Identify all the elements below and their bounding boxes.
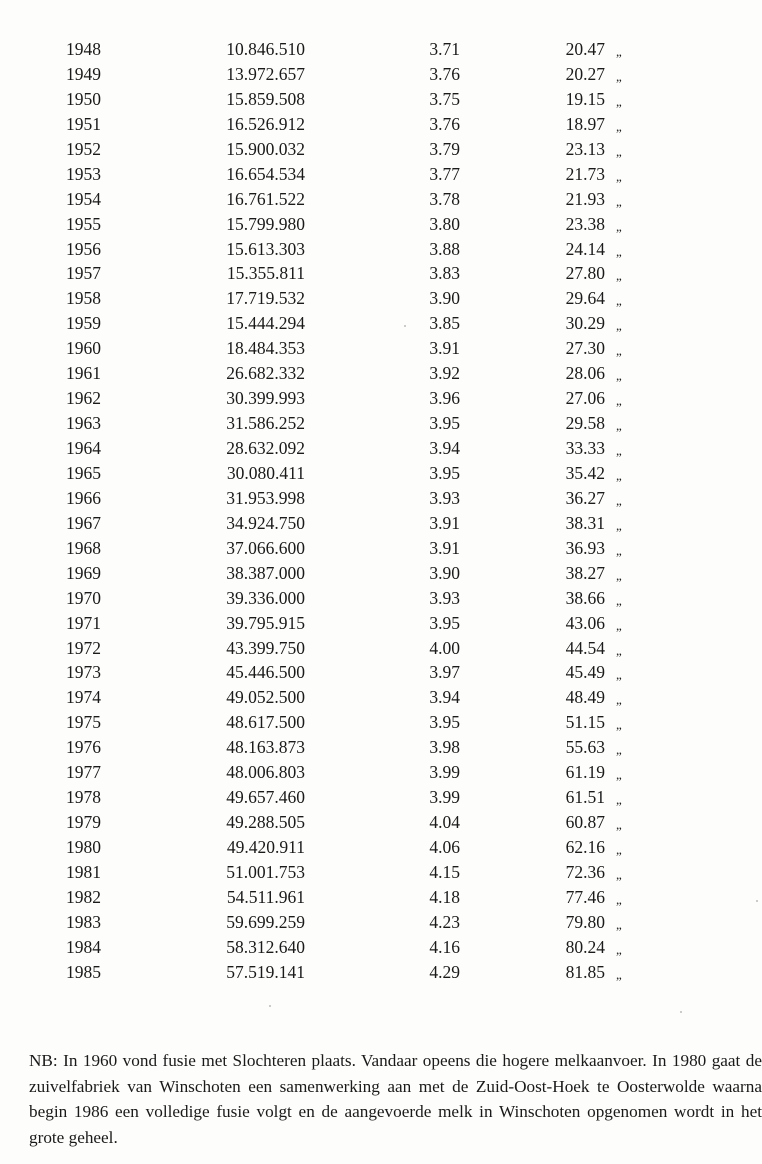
- milk-supply-table: [0, 37, 762, 985]
- year-cell: 1958: [66, 288, 101, 309]
- milk-supply-cell: 39.795.915: [226, 612, 305, 633]
- fat-percentage-cell: 3.88: [429, 238, 460, 259]
- price-cell: 55.63: [565, 737, 605, 758]
- ditto-mark: „: [616, 218, 622, 234]
- ditto-mark: „: [616, 517, 622, 533]
- table-row: [0, 785, 762, 810]
- price-cell: 19.15: [565, 88, 605, 109]
- milk-supply-cell: 31.953.998: [226, 487, 305, 508]
- milk-supply-cell: 37.066.600: [226, 537, 305, 558]
- price-cell: 28.06: [565, 363, 605, 384]
- ditto-mark: „: [616, 592, 622, 608]
- year-cell: 1948: [66, 39, 101, 59]
- ditto-mark: „: [616, 817, 622, 833]
- fat-percentage-cell: 3.97: [429, 662, 460, 683]
- ditto-mark: „: [616, 866, 622, 882]
- milk-supply-cell: 57.519.141: [226, 961, 305, 982]
- year-cell: 1959: [66, 313, 101, 334]
- year-cell: 1952: [66, 138, 101, 159]
- milk-supply-cell: 51.001.753: [226, 861, 305, 882]
- paper-speck: [269, 1005, 271, 1007]
- fat-percentage-cell: 3.93: [429, 487, 460, 508]
- price-cell: 36.27: [565, 487, 605, 508]
- fat-percentage-cell: 3.79: [429, 138, 460, 159]
- fat-percentage-cell: 4.04: [429, 812, 460, 833]
- ditto-mark: „: [616, 44, 622, 59]
- fat-percentage-cell: 3.93: [429, 587, 460, 608]
- ditto-mark: „: [616, 642, 622, 658]
- price-cell: 77.46: [565, 886, 605, 907]
- table-row: [0, 611, 762, 636]
- year-cell: 1962: [66, 388, 101, 409]
- fat-percentage-cell: 3.98: [429, 737, 460, 758]
- milk-supply-cell: 43.399.750: [226, 637, 305, 658]
- table-row: [0, 286, 762, 311]
- table-row: [0, 885, 762, 910]
- table-row: [0, 636, 762, 661]
- milk-supply-cell: 15.799.980: [226, 213, 305, 234]
- fat-percentage-cell: 4.18: [429, 886, 460, 907]
- year-cell: 1977: [66, 762, 101, 783]
- price-cell: 38.27: [565, 562, 605, 583]
- milk-supply-cell: 49.052.500: [226, 687, 305, 708]
- ditto-mark: „: [616, 767, 622, 783]
- table-row: [0, 237, 762, 262]
- table-row: [0, 62, 762, 87]
- price-cell: 20.47: [565, 39, 605, 59]
- table-row: [0, 810, 762, 835]
- fat-percentage-cell: 3.77: [429, 163, 460, 184]
- table-row: [0, 311, 762, 336]
- ditto-mark: „: [616, 293, 622, 309]
- fat-percentage-cell: 3.90: [429, 288, 460, 309]
- milk-supply-cell: 49.288.505: [226, 812, 305, 833]
- fat-percentage-cell: 3.83: [429, 263, 460, 284]
- ditto-mark: „: [616, 343, 622, 359]
- ditto-mark: „: [616, 941, 622, 957]
- milk-supply-cell: 45.446.500: [226, 662, 305, 683]
- year-cell: 1972: [66, 637, 101, 658]
- table-row: [0, 710, 762, 735]
- year-cell: 1984: [66, 936, 101, 957]
- ditto-mark: „: [616, 667, 622, 683]
- table-row: [0, 411, 762, 436]
- milk-supply-cell: 58.312.640: [226, 936, 305, 957]
- year-cell: 1957: [66, 263, 101, 284]
- table-row: [0, 336, 762, 361]
- table-row: [0, 112, 762, 137]
- fat-percentage-cell: 3.95: [429, 712, 460, 733]
- price-cell: 61.19: [565, 762, 605, 783]
- milk-supply-cell: 15.444.294: [226, 313, 305, 334]
- fat-percentage-cell: 3.75: [429, 88, 460, 109]
- footnote: NB: In 1960 vond fusie met Slochteren plaats. Vandaar opeens die hogere melkaanvoer. In 1980 gaat de zuivelfabriek van Winschoten een samenwerking aan met de Zuid-Oost-Hoek te Oosterwolde waarna begin 1986 een volledige fusie volgt en de aangevoerde melk in Winschoten opgenomen wordt in het grote geheel.: [29, 1051, 762, 1147]
- year-cell: 1965: [66, 462, 101, 483]
- year-cell: 1954: [66, 188, 101, 209]
- fat-percentage-cell: 3.99: [429, 762, 460, 783]
- paper-speck: [680, 1011, 682, 1013]
- milk-supply-cell: 16.761.522: [226, 188, 305, 209]
- price-cell: 61.51: [565, 787, 605, 808]
- table-row: [0, 685, 762, 710]
- ditto-mark: „: [616, 717, 622, 733]
- ditto-mark: „: [616, 617, 622, 633]
- price-cell: 18.97: [565, 113, 605, 134]
- milk-supply-cell: 31.586.252: [226, 413, 305, 434]
- year-cell: 1982: [66, 886, 101, 907]
- fat-percentage-cell: 3.90: [429, 562, 460, 583]
- fat-percentage-cell: 3.78: [429, 188, 460, 209]
- milk-supply-cell: 13.972.657: [226, 63, 305, 84]
- price-cell: 27.30: [565, 338, 605, 359]
- table-row: [0, 660, 762, 685]
- milk-supply-cell: 59.699.259: [226, 911, 305, 932]
- fat-percentage-cell: 3.94: [429, 438, 460, 458]
- year-cell: 1966: [66, 487, 101, 508]
- price-cell: 38.66: [565, 587, 605, 608]
- fat-percentage-cell: 3.80: [429, 213, 460, 234]
- milk-supply-cell: 48.163.873: [226, 737, 305, 758]
- ditto-mark: „: [616, 318, 622, 334]
- price-cell: 38.31: [565, 512, 605, 533]
- fat-percentage-cell: 3.95: [429, 612, 460, 633]
- milk-supply-cell: 15.859.508: [226, 88, 305, 109]
- milk-supply-cell: 18.484.353: [226, 338, 305, 359]
- fat-percentage-cell: 3.71: [429, 39, 460, 59]
- year-cell: 1964: [66, 438, 101, 458]
- milk-supply-cell: 48.617.500: [226, 712, 305, 733]
- year-cell: 1976: [66, 737, 101, 758]
- ditto-mark: „: [616, 418, 622, 434]
- table-row: [0, 436, 762, 461]
- table-row: [0, 561, 762, 586]
- fat-percentage-cell: 3.91: [429, 537, 460, 558]
- ditto-mark: „: [616, 692, 622, 708]
- milk-supply-cell: 38.387.000: [226, 562, 305, 583]
- price-cell: 44.54: [565, 637, 605, 658]
- fat-percentage-cell: 4.06: [429, 837, 460, 857]
- table-row: [0, 586, 762, 611]
- ditto-mark: „: [616, 268, 622, 284]
- fat-percentage-cell: 3.91: [429, 512, 460, 533]
- ditto-mark: „: [616, 842, 622, 857]
- milk-supply-cell: 26.682.332: [226, 363, 305, 384]
- table-row: [0, 835, 762, 860]
- ditto-mark: „: [616, 68, 622, 84]
- fat-percentage-cell: 4.15: [429, 861, 460, 882]
- price-cell: 20.27: [565, 63, 605, 84]
- year-cell: 1960: [66, 338, 101, 359]
- year-cell: 1955: [66, 213, 101, 234]
- year-cell: 1963: [66, 413, 101, 434]
- fat-percentage-cell: 3.85: [429, 313, 460, 334]
- milk-supply-cell: 48.006.803: [226, 762, 305, 783]
- table-row: [0, 511, 762, 536]
- table-row: [0, 37, 762, 62]
- price-cell: 51.15: [565, 712, 605, 733]
- price-cell: 30.29: [565, 313, 605, 334]
- ditto-mark: „: [616, 567, 622, 583]
- milk-supply-cell: 16.526.912: [226, 113, 305, 134]
- price-cell: 80.24: [565, 936, 605, 957]
- price-cell: 21.93: [565, 188, 605, 209]
- price-cell: 29.58: [565, 413, 605, 434]
- ditto-mark: „: [616, 467, 622, 483]
- milk-supply-cell: 16.654.534: [226, 163, 305, 184]
- year-cell: 1974: [66, 687, 101, 708]
- table-row: [0, 461, 762, 486]
- table-row: [0, 386, 762, 411]
- milk-supply-cell: 39.336.000: [226, 587, 305, 608]
- ditto-mark: „: [616, 168, 622, 184]
- price-cell: 62.16: [565, 837, 605, 857]
- year-cell: 1980: [66, 837, 101, 857]
- fat-percentage-cell: 3.76: [429, 113, 460, 134]
- price-cell: 21.73: [565, 163, 605, 184]
- year-cell: 1950: [66, 88, 101, 109]
- ditto-mark: „: [616, 368, 622, 384]
- ditto-mark: „: [616, 243, 622, 259]
- price-cell: 23.38: [565, 213, 605, 234]
- table-row: [0, 960, 762, 985]
- fat-percentage-cell: 3.76: [429, 63, 460, 84]
- price-cell: 23.13: [565, 138, 605, 159]
- fat-percentage-cell: 3.96: [429, 388, 460, 409]
- table-row: [0, 162, 762, 187]
- milk-supply-cell: 10.846.510: [226, 39, 305, 59]
- price-cell: 43.06: [565, 612, 605, 633]
- milk-supply-cell: 49.657.460: [226, 787, 305, 808]
- table-row: [0, 361, 762, 386]
- year-cell: 1973: [66, 662, 101, 683]
- price-cell: 45.49: [565, 662, 605, 683]
- ditto-mark: „: [616, 118, 622, 134]
- price-cell: 79.80: [565, 911, 605, 932]
- milk-supply-cell: 54.511.961: [226, 886, 305, 907]
- paper-speck: [404, 325, 406, 327]
- year-cell: 1956: [66, 238, 101, 259]
- year-cell: 1971: [66, 612, 101, 633]
- ditto-mark: „: [616, 792, 622, 808]
- paper-speck: [756, 900, 758, 902]
- table-row: [0, 860, 762, 885]
- year-cell: 1961: [66, 363, 101, 384]
- table-row: [0, 261, 762, 286]
- milk-supply-cell: 28.632.092: [226, 438, 305, 458]
- ditto-mark: „: [616, 916, 622, 932]
- price-cell: 24.14: [565, 238, 605, 259]
- fat-percentage-cell: 4.00: [429, 637, 460, 658]
- table-row: [0, 87, 762, 112]
- price-cell: 48.49: [565, 687, 605, 708]
- year-cell: 1983: [66, 911, 101, 932]
- price-cell: 60.87: [565, 812, 605, 833]
- price-cell: 72.36: [565, 861, 605, 882]
- price-cell: 36.93: [565, 537, 605, 558]
- ditto-mark: „: [616, 492, 622, 508]
- year-cell: 1978: [66, 787, 101, 808]
- fat-percentage-cell: 4.23: [429, 911, 460, 932]
- year-cell: 1975: [66, 712, 101, 733]
- fat-percentage-cell: 3.91: [429, 338, 460, 359]
- year-cell: 1970: [66, 587, 101, 608]
- price-cell: 33.33: [565, 438, 605, 458]
- table-row: [0, 137, 762, 162]
- fat-percentage-cell: 3.99: [429, 787, 460, 808]
- milk-supply-cell: 15.355.811: [226, 263, 305, 284]
- fat-percentage-cell: 4.16: [429, 936, 460, 957]
- price-cell: 29.64: [565, 288, 605, 309]
- year-cell: 1949: [66, 63, 101, 84]
- ditto-mark: „: [616, 393, 622, 409]
- fat-percentage-cell: 3.92: [429, 363, 460, 384]
- milk-supply-cell: 34.924.750: [226, 512, 305, 533]
- ditto-mark: „: [616, 966, 622, 982]
- ditto-mark: „: [616, 742, 622, 758]
- year-cell: 1979: [66, 812, 101, 833]
- fat-percentage-cell: 3.95: [429, 413, 460, 434]
- ditto-mark: „: [616, 891, 622, 907]
- fat-percentage-cell: 3.94: [429, 687, 460, 708]
- table-row: [0, 536, 762, 561]
- year-cell: 1969: [66, 562, 101, 583]
- table-row: [0, 187, 762, 212]
- fat-percentage-cell: 3.95: [429, 462, 460, 483]
- ditto-mark: „: [616, 443, 622, 458]
- milk-supply-cell: 49.420.911: [226, 837, 305, 857]
- table-row: [0, 212, 762, 237]
- milk-supply-cell: 17.719.532: [226, 288, 305, 309]
- price-cell: 27.06: [565, 388, 605, 409]
- ditto-mark: „: [616, 542, 622, 558]
- price-cell: 81.85: [565, 961, 605, 982]
- milk-supply-cell: 15.613.303: [226, 238, 305, 259]
- milk-supply-cell: 15.900.032: [226, 138, 305, 159]
- ditto-mark: „: [616, 193, 622, 209]
- table-row: [0, 935, 762, 960]
- table-row: [0, 735, 762, 760]
- year-cell: 1967: [66, 512, 101, 533]
- fat-percentage-cell: 4.29: [429, 961, 460, 982]
- ditto-mark: „: [616, 143, 622, 159]
- year-cell: 1985: [66, 961, 101, 982]
- year-cell: 1968: [66, 537, 101, 558]
- milk-supply-cell: 30.080.411: [226, 462, 305, 483]
- table-row: [0, 486, 762, 511]
- table-row: [0, 760, 762, 785]
- price-cell: 27.80: [565, 263, 605, 284]
- year-cell: 1951: [66, 113, 101, 134]
- year-cell: 1953: [66, 163, 101, 184]
- price-cell: 35.42: [565, 462, 605, 483]
- table-row: [0, 910, 762, 935]
- ditto-mark: „: [616, 93, 622, 109]
- year-cell: 1981: [66, 861, 101, 882]
- milk-supply-cell: 30.399.993: [226, 388, 305, 409]
